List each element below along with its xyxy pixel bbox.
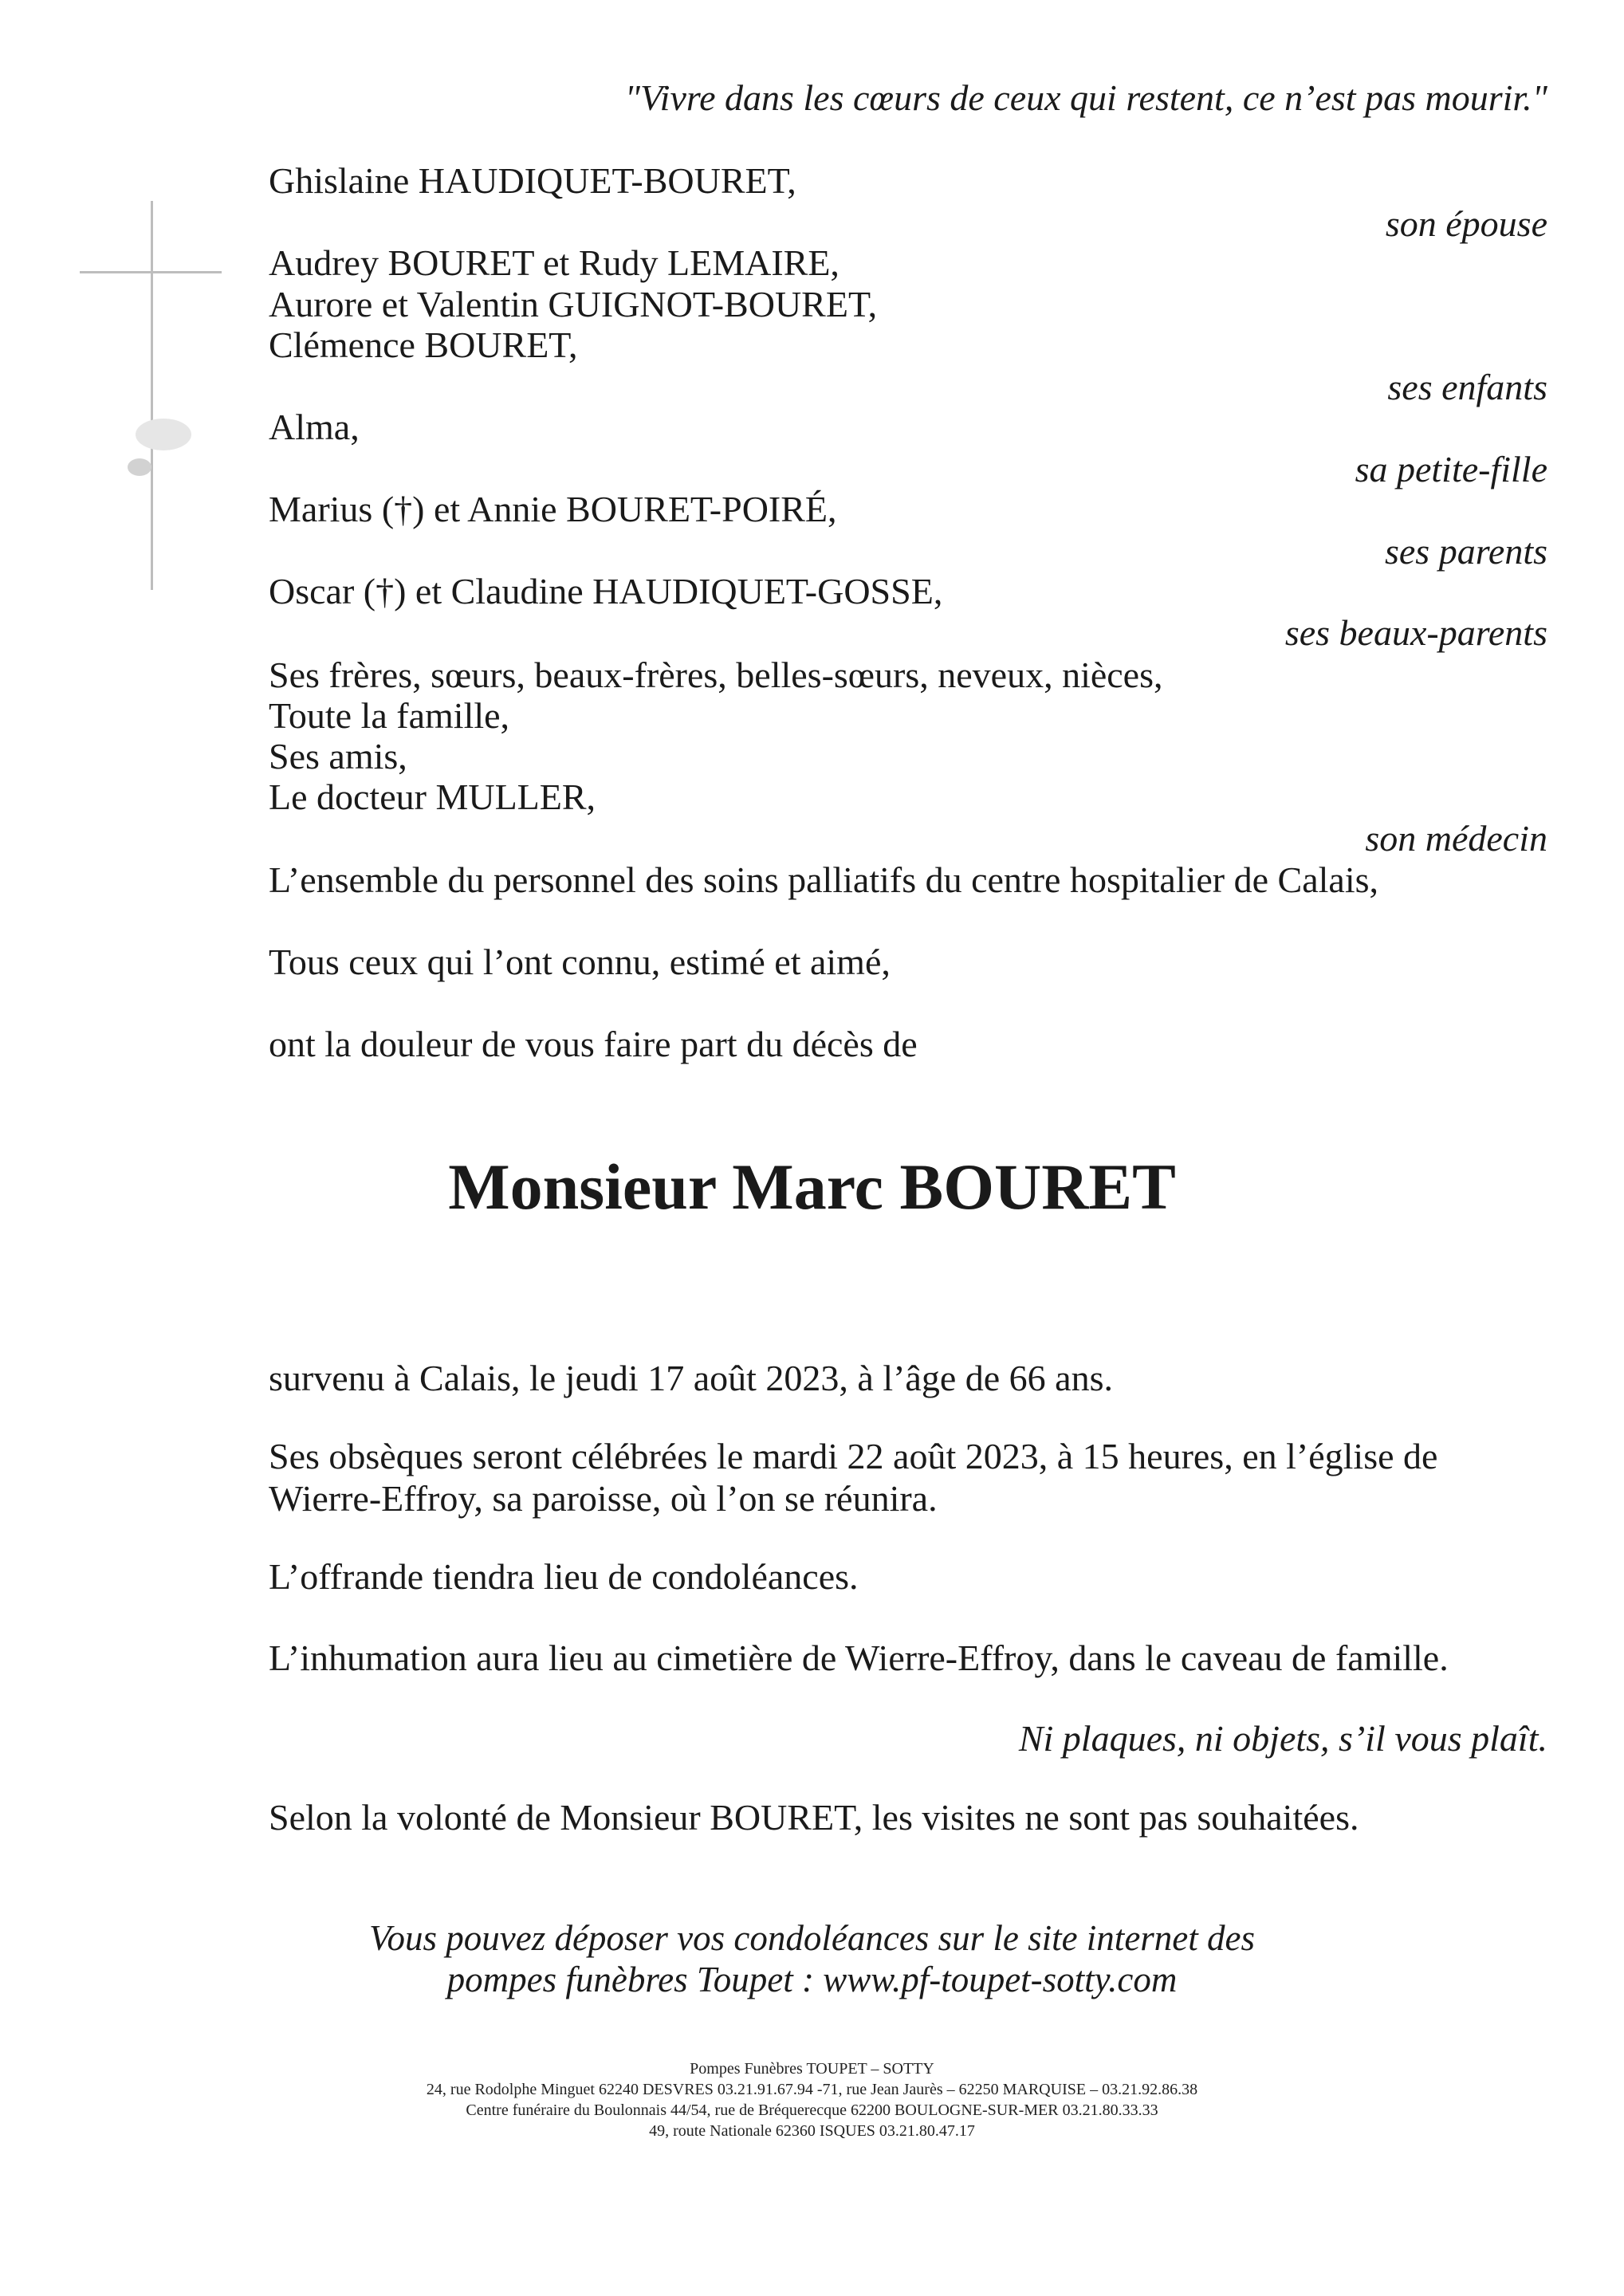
funeral-home-address: 49, route Nationale 62360 ISQUES 03.21.80.47.17 <box>649 2122 975 2140</box>
extended-family-line: Ses amis, <box>269 736 407 776</box>
granddaughter-name: Alma, <box>269 407 360 447</box>
epigraph-quote: "Vivre dans les cœurs de ceux qui restent, ce n’est pas mourir." <box>624 77 1547 118</box>
child-name: Audrey BOURET et Rudy LEMAIRE, <box>269 242 840 283</box>
parents-relation: ses parents <box>1384 531 1547 572</box>
all-who-knew-line: Tous ceux qui l’ont connu, estimé et aimé, <box>269 942 891 982</box>
visits-note: Selon la volonté de Monsieur BOURET, les visites ne sont pas souhaitées. <box>269 1797 1359 1838</box>
funeral-details-line2: Wierre-Effroy, sa paroisse, où l’on se réunira. <box>269 1478 938 1519</box>
scan-smudge <box>128 458 151 476</box>
burial-details: L’inhumation aura lieu au cimetière de Wierre-Effroy, dans le caveau de famille. <box>269 1637 1449 1678</box>
cross-icon-horizontal <box>80 271 222 273</box>
extended-family-line: Toute la famille, <box>269 695 510 736</box>
scan-smudge <box>136 419 191 450</box>
child-name: Aurore et Valentin GUIGNOT-BOURET, <box>269 284 878 324</box>
announcement-line: ont la douleur de vous faire part du décès de <box>269 1024 918 1064</box>
condolences-line2: pompes funèbres Toupet : www.pf-toupet-sotty.com <box>446 1960 1178 1999</box>
funeral-home-address: Centre funéraire du Boulonnais 44/54, rue de Bréquerecque 62200 BOULOGNE-SUR-MER 03.21.80.33.33 <box>466 2101 1158 2119</box>
doctor-relation: son médecin <box>1365 818 1547 859</box>
parents-names: Marius (†) et Annie BOURET-POIRÉ, <box>269 489 837 529</box>
granddaughter-relation: sa petite-fille <box>1355 449 1547 489</box>
offering-note: L’offrande tiendra lieu de condoléances. <box>269 1556 859 1597</box>
extended-family-line: Ses frères, sœurs, beaux-frères, belles-sœurs, neveux, nièces, <box>269 655 1163 695</box>
spouse-name: Ghislaine HAUDIQUET-BOURET, <box>269 160 796 201</box>
funeral-details-line1: Ses obsèques seront célébrées le mardi 22 août 2023, à 15 heures, en l’église de <box>269 1436 1438 1476</box>
in-laws-relation: ses beaux-parents <box>1284 612 1547 653</box>
spouse-relation: son épouse <box>1385 203 1547 244</box>
cross-icon-vertical <box>151 201 153 590</box>
no-plaques-note: Ni plaques, ni objets, s’il vous plaît. <box>1018 1718 1547 1759</box>
funeral-home-name: Pompes Funèbres TOUPET – SOTTY <box>690 2060 934 2078</box>
children-relation: ses enfants <box>1387 367 1547 407</box>
hospital-staff-line: L’ensemble du personnel des soins palliatifs du centre hospitalier de Calais, <box>269 859 1379 900</box>
child-name: Clémence BOURET, <box>269 324 578 365</box>
deceased-name: Monsieur Marc BOURET <box>448 1150 1176 1223</box>
doctor-name: Le docteur MULLER, <box>269 776 596 817</box>
condolences-line1: Vous pouvez déposer vos condoléances sur le site internet des <box>368 1918 1256 1958</box>
funeral-home-address: 24, rue Rodolphe Minguet 62240 DESVRES 03.21.91.67.94 -71, rue Jean Jaurès – 62250 MARQUISE – 03.21.92.86.38 <box>426 2081 1198 2098</box>
in-laws-names: Oscar (†) et Claudine HAUDIQUET-GOSSE, <box>269 571 943 611</box>
death-details: survenu à Calais, le jeudi 17 août 2023, à l’âge de 66 ans. <box>269 1358 1113 1398</box>
